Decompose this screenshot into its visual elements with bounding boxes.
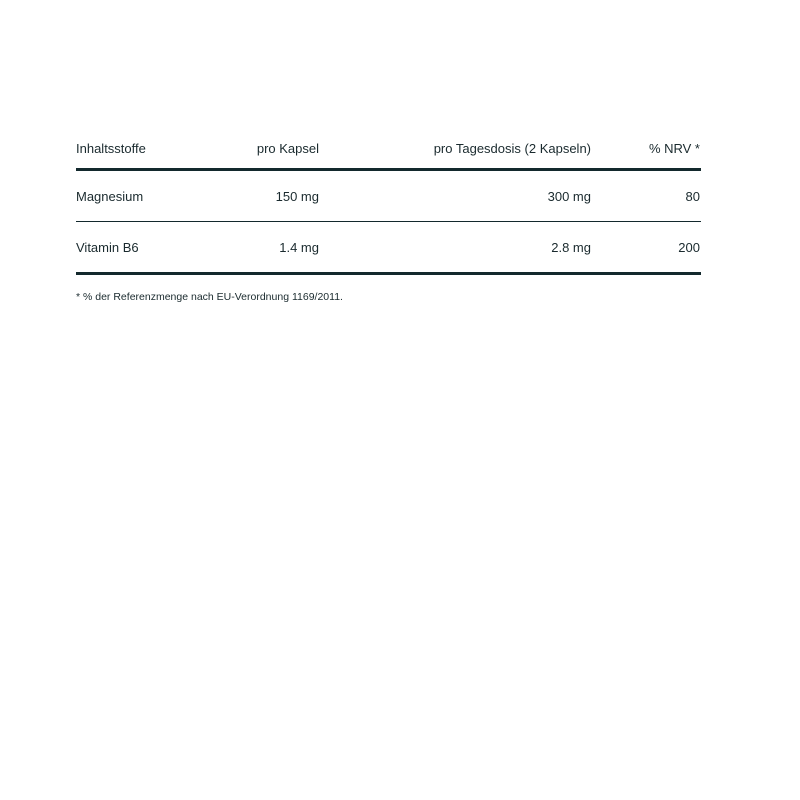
- table-row: [76, 222, 701, 274]
- cell-per-capsule: 1.4 mg: [196, 222, 320, 274]
- table-header: [76, 128, 701, 170]
- cell-ingredient: Magnesium: [76, 170, 196, 222]
- header-nrv-percent: % NRV *: [592, 128, 701, 170]
- cell-per-capsule: 150 mg: [196, 170, 320, 222]
- header-ingredients: Inhaltsstoffe: [76, 128, 196, 170]
- table-body: [76, 170, 701, 274]
- header-row: [76, 128, 701, 170]
- header-per-capsule: pro Kapsel: [196, 128, 320, 170]
- nutrition-table: [76, 128, 701, 275]
- cell-nrv-percent: 200: [592, 222, 701, 274]
- cell-nrv-percent: 80: [592, 170, 701, 222]
- table-row: [76, 170, 701, 222]
- cell-ingredient: Vitamin B6: [76, 222, 196, 274]
- header-per-daily-dose: pro Tagesdosis (2 Kapseln): [320, 128, 592, 170]
- cell-per-daily-dose: 300 mg: [320, 170, 592, 222]
- nrv-footnote: * % der Referenzmenge nach EU-Verordnung 1169/2011.: [76, 291, 343, 303]
- cell-per-daily-dose: 2.8 mg: [320, 222, 592, 274]
